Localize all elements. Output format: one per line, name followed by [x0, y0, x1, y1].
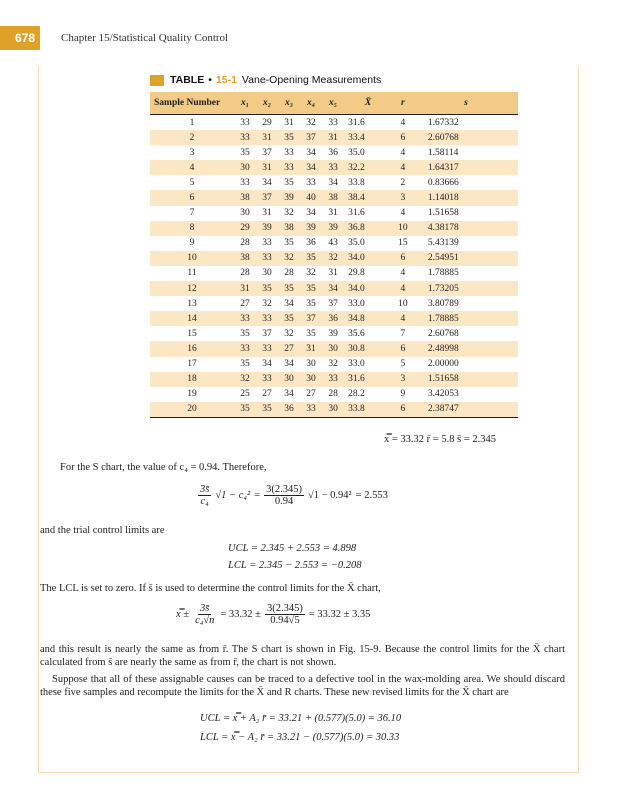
table-cell: 2.60768 — [414, 130, 518, 145]
table-summary: x̿ = 33.32 r̄ = 5.8 s̄ = 2.345 — [384, 434, 496, 445]
table-cell: 33.0 — [344, 357, 392, 372]
table-cell: 34 — [256, 357, 278, 372]
table-row — [150, 372, 518, 387]
table-cell: 1 — [150, 115, 234, 131]
table-cell: 35.0 — [344, 236, 392, 251]
table-cell: 28 — [234, 266, 256, 281]
table-cell: 39 — [322, 221, 344, 236]
table-cell: 2.48998 — [414, 341, 518, 356]
table-cell: 30 — [322, 402, 344, 418]
table-row — [150, 190, 518, 205]
table-cell: 3.80789 — [414, 296, 518, 311]
table-cell: 32 — [278, 251, 300, 266]
table-cell: 9 — [392, 387, 414, 402]
table-cell: 6 — [150, 190, 234, 205]
table-row — [150, 402, 518, 418]
caption-number: 15-1 — [215, 74, 237, 86]
table-cell: 33 — [300, 175, 322, 190]
table-cell: 43 — [322, 236, 344, 251]
table-cell: 34 — [256, 175, 278, 190]
table-cell: 34.0 — [344, 251, 392, 266]
table-cell: 10 — [392, 296, 414, 311]
table-cell: 4 — [150, 160, 234, 175]
table-cell: 30 — [278, 372, 300, 387]
table-cell: 2.00000 — [414, 357, 518, 372]
table-cell: 32.2 — [344, 160, 392, 175]
table-cell: 33.8 — [344, 175, 392, 190]
table-row — [150, 326, 518, 341]
paragraph-s-chart-intro: For the S chart, the value of c₄ = 0.94. Therefore, — [60, 462, 267, 473]
table-cell: 33.4 — [344, 130, 392, 145]
table-cell: 39 — [300, 221, 322, 236]
table-cell: 34.0 — [344, 281, 392, 296]
table-cell: 36 — [322, 145, 344, 160]
table-cell: 28 — [234, 236, 256, 251]
table-caption — [150, 74, 381, 86]
table-cell: 35.6 — [344, 326, 392, 341]
table-cell: 35 — [234, 145, 256, 160]
table-cell: 2.60768 — [414, 326, 518, 341]
table-cell: 5.43139 — [414, 236, 518, 251]
table-header-row — [150, 92, 518, 115]
table-cell: 7 — [392, 326, 414, 341]
table-cell: 29.8 — [344, 266, 392, 281]
table-cell: 31.6 — [344, 206, 392, 221]
table-cell: 6 — [392, 402, 414, 418]
table-row — [150, 341, 518, 356]
table-cell: 31.6 — [344, 372, 392, 387]
table-cell: 31 — [300, 341, 322, 356]
caption-marker — [150, 75, 164, 86]
fraction-numerator: 3(2.345) — [266, 603, 303, 614]
table-cell: 32 — [234, 372, 256, 387]
table-cell: 28 — [322, 387, 344, 402]
table-cell: 35 — [278, 130, 300, 145]
table-cell: 1.78885 — [414, 311, 518, 326]
table-cell: 30.8 — [344, 341, 392, 356]
table-cell: 27 — [278, 341, 300, 356]
page-number: 678 — [0, 26, 40, 50]
table-cell: 35 — [234, 326, 256, 341]
fraction-3s-over-c4 — [198, 484, 211, 507]
table-cell: 33 — [256, 311, 278, 326]
table-cell: 33.8 — [344, 402, 392, 418]
table-cell: 36 — [300, 236, 322, 251]
table-cell: 3.42053 — [414, 387, 518, 402]
table-cell: 33 — [234, 341, 256, 356]
table-cell: 32 — [256, 296, 278, 311]
table-cell: 4 — [392, 145, 414, 160]
table-cell: 4.38178 — [414, 221, 518, 236]
fraction-3s-over-c4-root-n — [193, 603, 216, 626]
table-cell: 33 — [300, 402, 322, 418]
table-row — [150, 281, 518, 296]
table-cell: 31 — [278, 115, 300, 131]
caption-bullet: • — [208, 74, 212, 86]
table-cell: 32 — [278, 206, 300, 221]
fraction-numerator: 3s̄ — [200, 484, 210, 495]
column-header: X̄ — [344, 92, 392, 115]
table-cell: 37 — [256, 326, 278, 341]
table-cell: 35 — [278, 311, 300, 326]
table-cell: 32 — [278, 326, 300, 341]
table-cell: 1.14018 — [414, 190, 518, 205]
table-cell: 37 — [256, 145, 278, 160]
table-cell: 29 — [256, 115, 278, 131]
table-cell: 33 — [234, 175, 256, 190]
table-cell: 33 — [278, 145, 300, 160]
table-row — [150, 311, 518, 326]
table-cell: 32 — [322, 251, 344, 266]
table-row — [150, 206, 518, 221]
column-header: r — [392, 92, 414, 115]
table-cell: 13 — [150, 296, 234, 311]
table-cell: 7 — [150, 206, 234, 221]
paragraph-lcl-zero: The LCL is set to zero. If s̄ is used to determine the control limits for the X̄ chart, — [40, 583, 381, 594]
table-cell: 17 — [150, 357, 234, 372]
table-row — [150, 296, 518, 311]
table-cell: 32 — [300, 266, 322, 281]
table-cell: 35 — [256, 402, 278, 418]
table-cell: 31 — [234, 281, 256, 296]
table-cell: 34 — [300, 160, 322, 175]
table-cell: 33 — [278, 160, 300, 175]
root-term-2: √1 − 0.94² — [307, 490, 352, 501]
table-body — [150, 115, 518, 418]
table-cell: 4 — [392, 311, 414, 326]
table-cell: 18 — [150, 372, 234, 387]
table-cell: 32 — [300, 115, 322, 131]
table-cell: 31 — [256, 130, 278, 145]
table-cell: 34 — [300, 145, 322, 160]
equation-result: = 2.553 — [355, 490, 388, 501]
table-cell: 15 — [392, 236, 414, 251]
table-row — [150, 130, 518, 145]
table-row — [150, 160, 518, 175]
table-row — [150, 387, 518, 402]
fraction-numeric-2 — [265, 603, 305, 626]
table-cell: 30 — [300, 357, 322, 372]
table-cell: 33 — [322, 372, 344, 387]
table-row — [150, 236, 518, 251]
table-cell: 11 — [150, 266, 234, 281]
table-cell: 35.0 — [344, 145, 392, 160]
table-cell: 19 — [150, 387, 234, 402]
table-cell: 12 — [150, 281, 234, 296]
table-cell: 1.67332 — [414, 115, 518, 131]
table-cell: 34 — [322, 281, 344, 296]
table-cell: 35 — [300, 281, 322, 296]
fraction-denominator: 0.94 — [274, 496, 294, 507]
table-cell: 36.8 — [344, 221, 392, 236]
table-cell: 10 — [392, 221, 414, 236]
table-cell: 37 — [300, 311, 322, 326]
table-cell: 39 — [322, 326, 344, 341]
paragraph-revised-limits: Suppose that all of these assignable causes can be traced to a defective tool in the wax-molding area. We should discard these five samples and recompute the limits for the X̄ and R charts. These new revised limits for the X̄ chart are — [40, 674, 565, 698]
table-cell: 32 — [322, 357, 344, 372]
table-cell: 30 — [300, 372, 322, 387]
table-cell: 33 — [234, 115, 256, 131]
table-cell: 6 — [392, 341, 414, 356]
table-cell: 3 — [392, 190, 414, 205]
table-row — [150, 357, 518, 372]
table-cell: 1.51658 — [414, 372, 518, 387]
table-cell: 35 — [234, 402, 256, 418]
table-cell: 25 — [234, 387, 256, 402]
table-cell: 31.6 — [344, 115, 392, 131]
equation-ucl: UCL = 2.345 + 2.553 = 4.898 — [228, 543, 357, 554]
table-cell: 38 — [234, 190, 256, 205]
table-cell: 2.54951 — [414, 251, 518, 266]
table-cell: 36 — [322, 311, 344, 326]
paragraph-trial-limits: and the trial control limits are — [40, 525, 165, 536]
table-cell: 16 — [150, 341, 234, 356]
table-cell: 6 — [392, 130, 414, 145]
table-cell: 1.51658 — [414, 206, 518, 221]
table-row — [150, 266, 518, 281]
equation-lcl: LCL = 2.345 − 2.553 = −0.208 — [228, 560, 362, 571]
paragraph-s-chart-result: and this result is nearly the same as from r̄. The S chart is shown in Fig. 15-9. Because the control limits for the X̄ chart calculated from s̄ are nearly the same as from r̄, the chart is not shown. — [40, 644, 565, 668]
page-frame-left — [38, 66, 39, 772]
table-cell: 34.8 — [344, 311, 392, 326]
equation-xbar-limits — [176, 603, 370, 626]
table-cell: 1.78885 — [414, 266, 518, 281]
fraction-denominator: c₄√n — [195, 615, 215, 626]
table-cell: 14 — [150, 311, 234, 326]
table-cell: 33 — [234, 130, 256, 145]
root-term-1: √1 − c₄² — [215, 490, 251, 501]
table-cell: 33 — [256, 236, 278, 251]
caption-title: Vane-Opening Measurements — [241, 74, 382, 86]
table-cell: 33 — [234, 311, 256, 326]
table-cell: 35 — [278, 281, 300, 296]
table-cell: 30 — [322, 341, 344, 356]
table-cell: 27 — [300, 387, 322, 402]
table-cell: 4 — [392, 281, 414, 296]
table-cell: 33 — [256, 372, 278, 387]
table-cell: 4 — [392, 115, 414, 131]
table-cell: 35 — [300, 326, 322, 341]
table-cell: 20 — [150, 402, 234, 418]
column-header: x₄ — [300, 92, 322, 115]
table-cell: 37 — [322, 296, 344, 311]
fraction-denominator: c₄ — [200, 496, 209, 507]
equation-s-limit — [198, 484, 388, 507]
equation-middle: = 33.32 ± — [220, 609, 261, 620]
column-header: x₂ — [256, 92, 278, 115]
table-cell: 27 — [234, 296, 256, 311]
table-cell: 31 — [256, 160, 278, 175]
page-frame-bottom — [38, 772, 579, 773]
table-cell: 35 — [234, 357, 256, 372]
table-cell: 35 — [300, 296, 322, 311]
table-cell: 28 — [278, 266, 300, 281]
table-cell: 33.0 — [344, 296, 392, 311]
table-cell: 3 — [150, 145, 234, 160]
table-cell: 35 — [256, 281, 278, 296]
table-cell: 31 — [322, 266, 344, 281]
table-cell: 34 — [300, 206, 322, 221]
equation-revised-ucl: UCL = x̿ + A₂ r̄ = 33.21 + (0.577)(5.0) = 36.10 — [200, 713, 402, 724]
table-cell: 1.64317 — [414, 160, 518, 175]
table-cell: 8 — [150, 221, 234, 236]
equation-result-2: = 33.32 ± 3.35 — [308, 609, 371, 620]
equation-lead: x̿ ± — [176, 609, 190, 620]
measurements-table — [150, 92, 518, 418]
caption-label: TABLE — [170, 74, 205, 86]
column-header: Sample Number — [150, 92, 234, 115]
table-cell: 39 — [256, 221, 278, 236]
equals-sign: = — [254, 490, 261, 501]
table-row — [150, 145, 518, 160]
table-cell: 33 — [256, 251, 278, 266]
table-cell: 5 — [392, 357, 414, 372]
table-cell: 37 — [300, 130, 322, 145]
table-cell: 30 — [234, 206, 256, 221]
fraction-denominator: 0.94√5 — [270, 615, 300, 626]
table-cell: 29 — [234, 221, 256, 236]
table-cell: 35 — [278, 175, 300, 190]
table-cell: 35 — [278, 236, 300, 251]
table-cell: 40 — [300, 190, 322, 205]
table-cell: 30 — [234, 160, 256, 175]
table-cell: 31 — [256, 206, 278, 221]
table-cell: 31 — [322, 206, 344, 221]
fraction-numerator: 3s̄ — [200, 603, 210, 614]
table-cell: 27 — [256, 387, 278, 402]
table-cell: 33 — [322, 160, 344, 175]
table-cell: 2 — [150, 130, 234, 145]
table-cell: 10 — [150, 251, 234, 266]
table-cell: 36 — [278, 402, 300, 418]
fraction-numeric — [264, 484, 304, 507]
table-cell: 34 — [278, 387, 300, 402]
column-header: x₅ — [322, 92, 344, 115]
column-header: s — [414, 92, 518, 115]
table-cell: 1.58114 — [414, 145, 518, 160]
column-header: x₃ — [278, 92, 300, 115]
fraction-numerator: 3(2.345) — [266, 484, 302, 495]
table-cell: 38 — [234, 251, 256, 266]
table-cell: 33 — [256, 341, 278, 356]
table-row — [150, 251, 518, 266]
table-cell: 28.2 — [344, 387, 392, 402]
table-cell: 34 — [322, 175, 344, 190]
table-row — [150, 221, 518, 236]
table-cell: 34 — [278, 357, 300, 372]
table-cell: 35 — [300, 251, 322, 266]
table-cell: 33 — [322, 115, 344, 131]
table-cell: 4 — [392, 266, 414, 281]
table-cell: 1.73205 — [414, 281, 518, 296]
table-cell: 4 — [392, 206, 414, 221]
table-cell: 38 — [278, 221, 300, 236]
table-cell: 5 — [150, 175, 234, 190]
running-head: Chapter 15/Statistical Quality Control — [61, 32, 229, 44]
table-cell: 9 — [150, 236, 234, 251]
table-cell: 0.83666 — [414, 175, 518, 190]
table-cell: 31 — [322, 130, 344, 145]
table-cell: 15 — [150, 326, 234, 341]
table-cell: 34 — [278, 296, 300, 311]
table-cell: 6 — [392, 251, 414, 266]
table-row — [150, 115, 518, 131]
table-cell: 30 — [256, 266, 278, 281]
page-frame-right — [578, 66, 579, 772]
table-cell: 2.38747 — [414, 402, 518, 418]
column-header: x₁ — [234, 92, 256, 115]
table-cell: 4 — [392, 160, 414, 175]
table-cell: 38.4 — [344, 190, 392, 205]
table-cell: 37 — [256, 190, 278, 205]
table-cell: 38 — [322, 190, 344, 205]
equation-revised-lcl: LCL = x̿ − A₂ r̄ = 33.21 − (0.577)(5.0) = 30.33 — [200, 732, 400, 743]
table-row — [150, 175, 518, 190]
table-cell: 2 — [392, 175, 414, 190]
table-cell: 39 — [278, 190, 300, 205]
table-cell: 3 — [392, 372, 414, 387]
